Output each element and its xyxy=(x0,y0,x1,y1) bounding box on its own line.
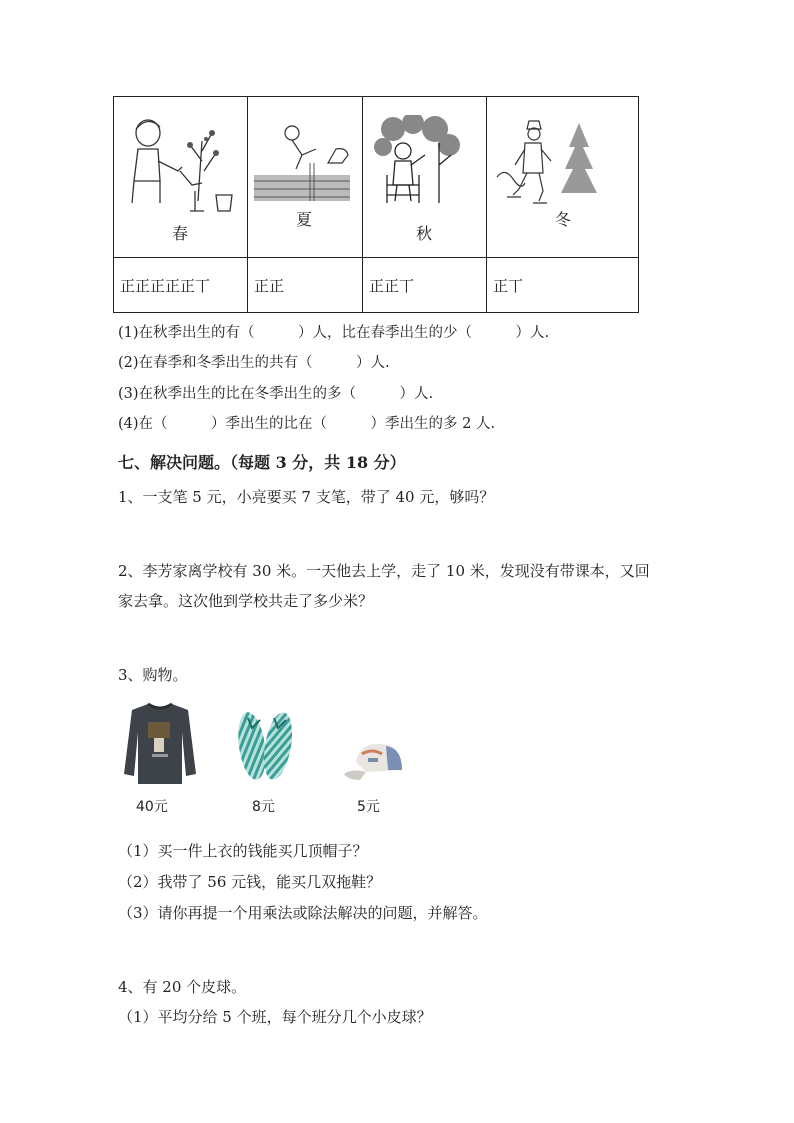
question-6-2: (2)在春季和冬季出生的共有（ ）人. xyxy=(118,355,390,371)
sweater-price: 40元 xyxy=(136,799,168,815)
question-6-1: (1)在秋季出生的有（ ）人，比在春季出生的少（ ）人. xyxy=(118,325,550,341)
problem-2-line-1: 2、李芳家离学校有 30 米。一天他去上学，走了 10 米，发现没有带课本，又回 xyxy=(118,562,650,580)
problem-4-sub-1: （1）平均分给 5 个班，每个班分几个小皮球？ xyxy=(118,1008,432,1026)
tally-spring: 正正正正正丅 xyxy=(114,258,248,313)
problem-3-sub-1: （1）买一件上衣的钱能买几顶帽子？ xyxy=(118,842,368,860)
flip-flops-image xyxy=(234,706,298,782)
winter-cell xyxy=(487,97,639,258)
tally-summer: 正正 xyxy=(248,258,363,313)
question-6-4: (4)在（ ）季出生的比在（ ）季出生的多 2 人. xyxy=(118,416,496,432)
season-label-spring: 春 xyxy=(172,224,189,243)
tally-autumn: 正正丅 xyxy=(363,258,487,313)
problem-1: 1、一支笔 5 元，小亮要买 7 支笔，带了 40 元，够吗？ xyxy=(118,488,495,506)
spring-cell xyxy=(114,97,248,258)
problem-3-title: 3、购物。 xyxy=(118,666,188,684)
winter-skating-illustration xyxy=(495,117,605,207)
section-7-heading: 七、解决问题。（每题 3 分，共 18 分） xyxy=(118,453,406,472)
problem-3-sub-2: （2）我带了 56 元钱，能买几双拖鞋？ xyxy=(118,873,382,891)
season-label-autumn: 秋 xyxy=(416,224,433,243)
season-label-summer: 夏 xyxy=(296,210,313,229)
tally-winter: 正丅 xyxy=(487,258,639,313)
flip-flops-price: 8元 xyxy=(252,799,275,815)
summer-cell xyxy=(248,97,363,258)
spring-planting-illustration xyxy=(120,111,240,221)
sweater-image xyxy=(124,702,196,786)
summer-diving-illustration xyxy=(254,119,354,205)
problem-3-sub-3: （3）请你再提一个用乘法或除法解决的问题，并解答。 xyxy=(118,904,488,922)
season-label-winter: 冬 xyxy=(555,210,572,229)
question-6-3: (3)在秋季出生的比在冬季出生的多（ ）人. xyxy=(118,386,434,402)
cap-image xyxy=(342,740,404,782)
problem-2-line-2: 家去拿。这次他到学校共走了多少米？ xyxy=(118,592,374,610)
season-tally-table xyxy=(113,96,639,313)
problem-4-title: 4、有 20 个皮球。 xyxy=(118,978,247,996)
cap-price: 5元 xyxy=(357,799,380,815)
autumn-picking-illustration xyxy=(373,115,463,203)
autumn-cell xyxy=(363,97,487,258)
